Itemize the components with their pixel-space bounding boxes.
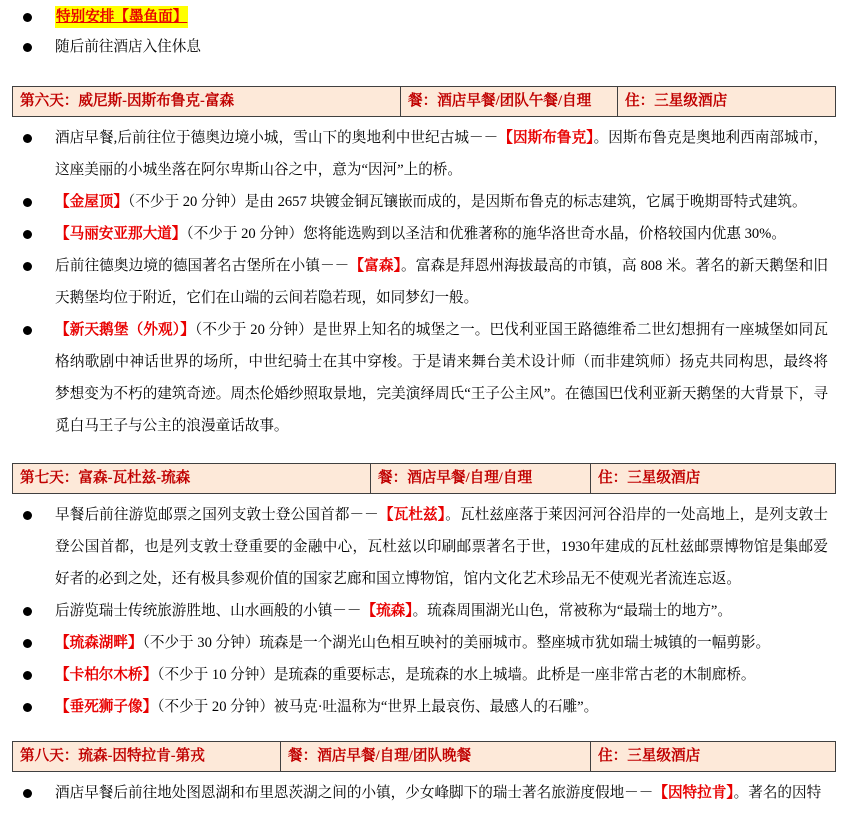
itinerary-item (0, 627, 828, 659)
attraction-name: 【卡柏尔木桥】 (55, 667, 158, 683)
day-accommodation: 住：三星级酒店 (617, 87, 835, 116)
bullet-icon (23, 230, 32, 239)
day-title: 第七天：富森-瓦杜兹-琉森 (20, 470, 191, 486)
itinerary-item (0, 659, 828, 691)
day-meals: 餐：酒店早餐/自理/团队晚餐 (280, 742, 590, 771)
item-text: 。瓦杜兹座落于莱因河河谷沿岸的一处高地上，是列支敦士登公国首都，也是列支敦士登重要的金融中心，瓦杜兹以印刷邮票著名于世，1930年建成的瓦杜兹邮票博物馆是集邮爱好者的必到之处，还有极具参观价值的国家艺廊和国立博物馆，馆内文化艺术珍品无不使观光者流连忘返。 (55, 507, 828, 587)
item-text: （不少于 20 分钟）是世界上知名的城堡之一。巴伐利亚国王路德维希二世幻想拥有一座城堡如同瓦格纳歌剧中神话世界的场所，中世纪骑士在其中穿梭。于是请来舞台美术设计师（而非建筑师）扬克共同构思，最终将梦想变为不朽的建筑奇迹。周杰伦婚纱照取景地，完美演绎周氏“王子公主风”。在德国巴伐利亚新天鹅堡的大背景下，寻觅白马王子与公主的浪漫童话故事。 (55, 322, 828, 434)
attraction-name: 【金屋顶】 (55, 194, 128, 210)
day-itinerary-list (0, 499, 847, 723)
day-accommodation: 住：三星级酒店 (590, 742, 835, 771)
attraction-name: 【因特拉肯】 (653, 785, 734, 801)
day-header (12, 741, 836, 772)
bullet-icon (23, 326, 32, 335)
attraction-name: 【瓦杜兹】 (378, 507, 446, 523)
itinerary-item (0, 499, 828, 595)
attraction-name: 【新天鹅堡（外观）】 (55, 322, 195, 338)
attraction-name: 【琉森】 (361, 603, 413, 619)
item-text: 酒店早餐后前往地处图恩湖和布里恩茨湖之间的小镇，少女峰脚下的瑞士著名旅游度假地－－ (55, 785, 654, 801)
item-text: （不少于 30 分钟）琉森是一个湖光山色相互映衬的美丽城市。整座城市犹如瑞士城镇的一幅剪影。 (142, 635, 771, 651)
attraction-name: 【富森】 (349, 258, 402, 274)
day-itinerary-list (0, 777, 847, 809)
item-text: （不少于 20 分钟）您将能选购到以圣洁和优雅著称的施华洛世奇水晶，价格较国内优惠 30%。 (186, 226, 786, 242)
item-text: 酒店早餐,后前往位于德奥边境小城，雪山下的奥地利中世纪古城－－ (55, 130, 499, 146)
day-itinerary-list (0, 122, 847, 442)
bullet-icon (23, 198, 32, 207)
bullet-icon (23, 671, 32, 680)
itinerary-item (0, 777, 828, 809)
bullet-icon (23, 511, 32, 520)
day-title: 第八天：琉森-因特拉肯-第戎 (20, 748, 205, 764)
day-meals: 餐：酒店早餐/自理/自理 (370, 464, 590, 493)
item-text: 。著名的因特 (733, 785, 822, 801)
itinerary-item (0, 186, 828, 218)
item-text: 后前往德奥边境的德国著名古堡所在小镇－－ (55, 258, 350, 274)
itinerary-item (0, 122, 828, 186)
bullet-icon (23, 134, 32, 143)
itinerary-item (0, 218, 828, 250)
attraction-name: 【垂死狮子像】 (55, 699, 158, 715)
item-text: 。富森是拜恩州海拔最高的市镇，高 808 米。著名的新天鹅堡和旧天鹅堡均位于附近，它们在山端的云间若隐若现，如同梦幻一般。 (55, 258, 828, 306)
itinerary-item (0, 32, 828, 62)
day-header (12, 463, 836, 494)
day-title: 第六天：威尼斯-因斯布鲁克-富森 (20, 93, 235, 109)
itinerary-item (0, 691, 828, 723)
bullet-icon (23, 703, 32, 712)
item-text: （不少于 20 分钟）被马克·吐温称为“世界上最哀伤、最感人的石雕”。 (157, 699, 599, 715)
bullet-icon (23, 262, 32, 271)
itinerary-item (0, 250, 828, 314)
itinerary-item (0, 595, 828, 627)
day-header (12, 86, 836, 117)
item-text: 。琉森周围湖光山色，常被称为“最瑞士的地方”。 (412, 603, 732, 619)
bullet-icon (23, 639, 32, 648)
attraction-name: 【因斯布鲁克】 (498, 130, 594, 146)
day-accommodation: 住：三星级酒店 (590, 464, 835, 493)
attraction-name: 【琉森湖畔】 (55, 635, 143, 651)
bullet-icon (23, 607, 32, 616)
special-arrangement-text: 特别安排【墨鱼面】 (55, 6, 188, 28)
intro-list (0, 0, 847, 62)
attraction-name: 【马丽安亚那大道】 (55, 226, 187, 242)
day-meals: 餐：酒店早餐/团队午餐/自理 (400, 87, 617, 116)
bullet-icon (23, 789, 32, 798)
bullet-icon (23, 13, 32, 22)
item-text: （不少于 10 分钟）是琉森的重要标志，是琉森的水上城墙。此桥是一座非常古老的木制廊桥。 (157, 667, 756, 683)
itinerary-item (0, 314, 828, 442)
item-text: 早餐后前往游览邮票之国列支敦士登公国首都－－ (55, 507, 379, 523)
item-text: （不少于 20 分钟）是由 2657 块镀金铜瓦镶嵌而成的，是因斯布鲁克的标志建筑，它属于晚期哥特式建筑。 (127, 194, 807, 210)
itinerary-item (0, 2, 828, 32)
item-text: 随后前往酒店入住休息 (55, 39, 201, 55)
item-text: 。因斯布鲁克是奥地利西南部城市，这座美丽的小城坐落在阿尔卑斯山谷之中，意为“因河”上的桥。 (55, 130, 828, 178)
bullet-icon (23, 43, 32, 52)
item-text: 后游览瑞士传统旅游胜地、山水画般的小镇－－ (55, 603, 362, 619)
